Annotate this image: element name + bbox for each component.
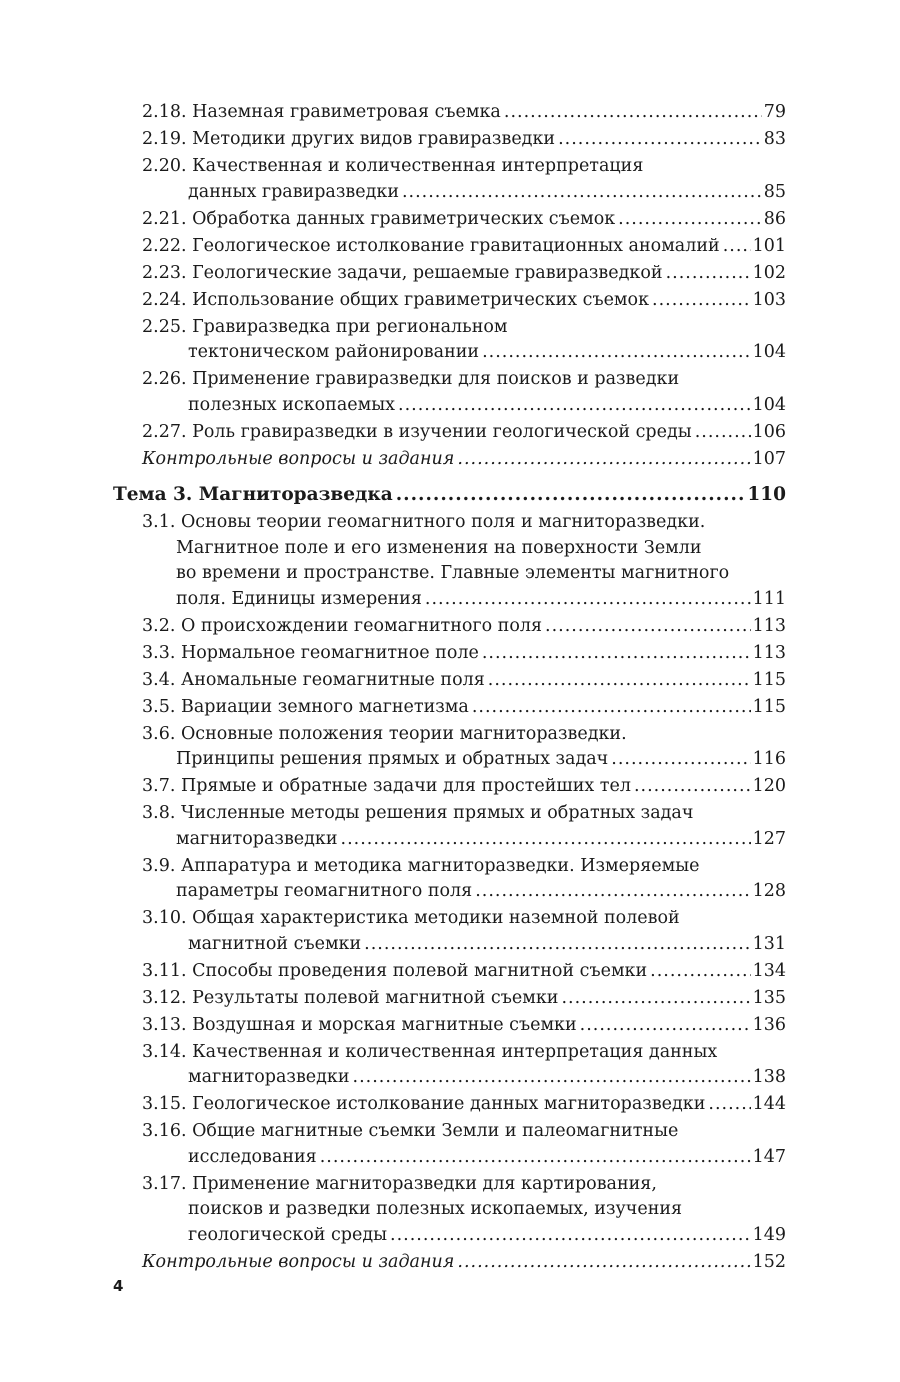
toc-entry-title-line: 3.15. Геологическое истолкование данных магниторазведки xyxy=(142,1094,706,1114)
toc-entry[interactable] xyxy=(142,986,786,1012)
toc-page-number: 131 xyxy=(752,933,786,954)
toc-entry-title-line: 2.24. Использование общих гравиметрических съемок xyxy=(142,289,650,310)
toc-entry[interactable] xyxy=(142,100,786,126)
toc-page-number: 128 xyxy=(752,881,786,901)
toc-entry-last-line xyxy=(142,1065,786,1091)
toc-entry-last-line xyxy=(142,932,786,958)
toc-page-number: 104 xyxy=(752,342,786,362)
table-of-contents xyxy=(113,100,786,1275)
dot-leader xyxy=(425,587,751,613)
toc-page-number: 86 xyxy=(763,208,786,229)
toc-page-number: 107 xyxy=(752,448,786,469)
toc-page-number: 85 xyxy=(763,181,786,202)
toc-entry-title-line: Принципы решения прямых и обратных задач xyxy=(176,749,609,769)
toc-entry-last-line xyxy=(142,614,786,640)
toc-page-number: 149 xyxy=(752,1224,786,1245)
toc-entry-last-line xyxy=(142,447,786,473)
toc-entry[interactable] xyxy=(142,207,786,233)
toc-entry-title-line: 3.11. Способы проведения полевой магнитной съемки xyxy=(142,960,648,981)
dot-leader xyxy=(618,207,762,233)
dot-leader xyxy=(504,100,762,126)
toc-page-number: 110 xyxy=(747,484,786,505)
toc-entry[interactable] xyxy=(142,510,786,612)
toc-page-number: 113 xyxy=(752,642,786,663)
toc-entry-title-line: поисков и разведки полезных ископаемых, изучения xyxy=(188,1199,683,1219)
dot-leader xyxy=(558,127,762,153)
toc-page-number: 127 xyxy=(752,828,786,849)
dot-leader xyxy=(482,340,751,366)
dot-leader xyxy=(396,483,746,507)
dot-leader xyxy=(341,827,751,853)
toc-entry-title-line: 3.17. Применение магниторазведки для картирования, xyxy=(142,1173,657,1194)
toc-entry[interactable] xyxy=(142,234,786,260)
toc-entry-last-line xyxy=(142,959,786,985)
toc-entry-title-line: 3.1. Основы теории геомагнитного поля и магниторазведки. xyxy=(142,512,706,532)
dot-leader xyxy=(353,1065,751,1091)
toc-page-number: 79 xyxy=(763,102,786,122)
toc-entry-title-line: 3.16. Общие магнитные съемки Земли и палеомагнитные xyxy=(142,1121,679,1141)
toc-page-number: 136 xyxy=(752,1014,786,1035)
toc-entry-title-line: 3.14. Качественная и количественная интерпретация данных xyxy=(142,1041,718,1062)
toc-entry-last-line xyxy=(142,668,786,694)
toc-entry-last-line xyxy=(142,180,786,206)
toc-page-number: 101 xyxy=(752,235,786,256)
toc-entry-last-line xyxy=(142,1145,786,1171)
toc-entry[interactable] xyxy=(142,1092,786,1118)
toc-entry-last-line xyxy=(142,587,786,613)
toc-entry-title-line: геологической среды xyxy=(188,1224,388,1245)
toc-page-number: 147 xyxy=(752,1146,786,1167)
toc-entry-last-line xyxy=(142,207,786,233)
toc-entry[interactable] xyxy=(142,127,786,153)
toc-page-number: 102 xyxy=(752,262,786,283)
dot-leader xyxy=(695,420,751,446)
toc-page-number: 104 xyxy=(752,394,786,415)
dot-leader xyxy=(457,447,750,473)
toc-entry[interactable] xyxy=(142,288,786,314)
toc-page-number: 134 xyxy=(752,960,786,981)
dot-leader xyxy=(611,747,750,773)
toc-entry-last-line xyxy=(142,261,786,287)
toc-entry-title-line: во времени и пространстве. Главные элементы магнитного xyxy=(176,563,730,583)
toc-page-number: 111 xyxy=(752,588,786,609)
toc-entry-title-line: магниторазведки xyxy=(188,1067,350,1087)
toc-page-number: 83 xyxy=(763,129,786,149)
toc-entry-last-line xyxy=(113,483,786,507)
toc-entry-title-line: Магнитное поле и его изменения на поверхности Земли xyxy=(176,537,702,558)
toc-entry-title-line: 3.8. Численные методы решения прямых и обратных задач xyxy=(142,803,694,823)
toc-entry-title-line: 2.20. Качественная и количественная интерпретация xyxy=(142,156,644,176)
dot-leader xyxy=(652,288,751,314)
toc-entry-last-line xyxy=(142,695,786,721)
toc-entry-last-line xyxy=(142,1013,786,1039)
dot-leader xyxy=(482,641,751,667)
toc-entry-title-line: 2.25. Гравиразведка при региональном xyxy=(142,316,508,337)
toc-entry[interactable] xyxy=(142,420,786,446)
dot-leader xyxy=(472,695,751,721)
dot-leader xyxy=(580,1013,751,1039)
dot-leader xyxy=(650,959,750,985)
toc-entry-title-line: Контрольные вопросы и задания xyxy=(142,448,455,469)
toc-entry[interactable] xyxy=(142,154,786,205)
toc-page-number: 144 xyxy=(752,1094,786,1114)
dot-leader xyxy=(561,986,750,1012)
toc-review-questions-entry[interactable] xyxy=(142,1250,786,1276)
dot-leader xyxy=(402,180,762,206)
toc-entry[interactable] xyxy=(142,367,786,418)
dot-leader xyxy=(545,614,751,640)
toc-entry-title-line: 3.5. Вариации земного магнетизма xyxy=(142,696,469,717)
toc-entry-title-line: Контрольные вопросы и задания xyxy=(142,1251,455,1272)
toc-entry-last-line xyxy=(142,1250,786,1276)
toc-entry-last-line xyxy=(142,234,786,260)
toc-page-number: 138 xyxy=(752,1067,786,1087)
toc-entry-title-line: 3.7. Прямые и обратные задачи для простейших тел xyxy=(142,776,631,796)
toc-entry[interactable] xyxy=(142,1013,786,1039)
toc-entry-title-line: 3.4. Аномальные геомагнитные поля xyxy=(142,669,485,690)
toc-entry-last-line xyxy=(142,827,786,853)
toc-entry-last-line xyxy=(142,774,786,800)
toc-entry-title-line: 2.27. Роль гравиразведки в изучении геологической среды xyxy=(142,421,692,442)
dot-leader xyxy=(723,234,751,260)
toc-chapter-heading[interactable] xyxy=(113,483,786,507)
toc-page-number: 120 xyxy=(752,776,786,796)
toc-entry-title-line: 3.2. О происхождении геомагнитного поля xyxy=(142,615,543,636)
dot-leader xyxy=(457,1250,750,1276)
toc-review-questions-entry[interactable] xyxy=(142,447,786,473)
toc-entry-last-line xyxy=(142,1223,786,1249)
toc-entry[interactable] xyxy=(142,801,786,852)
toc-entry[interactable] xyxy=(142,906,786,957)
toc-entry-last-line xyxy=(142,641,786,667)
toc-page-number: 116 xyxy=(752,749,786,769)
toc-entry[interactable] xyxy=(142,668,786,694)
toc-entry-title-line: полезных ископаемых xyxy=(188,394,396,415)
toc-entry-last-line xyxy=(142,420,786,446)
toc-entry-title-line: тектоническом районировании xyxy=(188,342,480,362)
toc-entry[interactable] xyxy=(142,722,786,773)
dot-leader xyxy=(475,879,750,905)
toc-entry-title-line: 2.22. Геологическое истолкование гравитационных аномалий xyxy=(142,235,720,256)
toc-entry[interactable] xyxy=(142,1172,786,1249)
toc-entry-last-line xyxy=(142,879,786,905)
toc-page-number: 103 xyxy=(752,289,786,310)
toc-entry-title-line: 3.13. Воздушная и морская магнитные съемки xyxy=(142,1014,577,1035)
toc-entry-last-line xyxy=(142,393,786,419)
toc-entry[interactable] xyxy=(142,1119,786,1170)
dot-leader xyxy=(320,1145,751,1171)
dot-leader xyxy=(708,1092,750,1118)
dot-leader xyxy=(364,932,750,958)
dot-leader xyxy=(398,393,751,419)
toc-entry-title-line: исследования xyxy=(188,1146,317,1167)
toc-entry-title-line: 3.10. Общая характеристика методики наземной полевой xyxy=(142,908,680,928)
toc-page-number: 106 xyxy=(752,421,786,442)
toc-entry-title-line: 3.12. Результаты полевой магнитной съемки xyxy=(142,987,559,1008)
toc-entry-last-line xyxy=(142,100,786,126)
toc-entry[interactable] xyxy=(142,695,786,721)
toc-entry-title-line: 2.19. Методики других видов гравиразведки xyxy=(142,129,556,149)
toc-entry-last-line xyxy=(142,127,786,153)
toc-entry-last-line xyxy=(142,340,786,366)
toc-page-number: 115 xyxy=(752,669,786,690)
toc-entry-title-line: 3.9. Аппаратура и методика магниторазведки. Измеряемые xyxy=(142,855,700,876)
page-number: 4 xyxy=(113,1277,124,1295)
dot-leader xyxy=(666,261,751,287)
toc-entry-title-line: 3.3. Нормальное геомагнитное поле xyxy=(142,642,479,663)
toc-entry-last-line xyxy=(142,747,786,773)
dot-leader xyxy=(488,668,751,694)
toc-entry[interactable] xyxy=(142,1040,786,1091)
toc-entry-title-line: 2.23. Геологические задачи, решаемые гравиразведкой xyxy=(142,262,663,283)
toc-entry-title-line: параметры геомагнитного поля xyxy=(176,881,473,901)
toc-entry-last-line xyxy=(142,986,786,1012)
toc-entry-title-line: 2.21. Обработка данных гравиметрических съемок xyxy=(142,208,616,229)
toc-entry[interactable] xyxy=(142,315,786,366)
toc-entry[interactable] xyxy=(142,614,786,640)
toc-entry-title-line: магнитной съемки xyxy=(188,933,362,954)
toc-page-number: 113 xyxy=(752,615,786,636)
toc-page-number: 135 xyxy=(752,987,786,1008)
toc-page-number: 115 xyxy=(752,696,786,717)
toc-entry-title-line: 3.6. Основные положения теории магниторазведки. xyxy=(142,723,627,744)
toc-entry-title-line: магниторазведки xyxy=(176,828,338,849)
toc-entry[interactable] xyxy=(142,261,786,287)
toc-entry-title-line: поля. Единицы измерения xyxy=(176,588,422,609)
toc-entry[interactable] xyxy=(142,854,786,905)
toc-entry-title-line: 2.26. Применение гравиразведки для поисков и разведки xyxy=(142,369,680,389)
toc-entry-last-line xyxy=(142,1092,786,1118)
toc-entry-last-line xyxy=(142,288,786,314)
toc-entry-title-line: данных гравиразведки xyxy=(188,181,399,202)
dot-leader xyxy=(390,1223,751,1249)
dot-leader xyxy=(634,774,751,800)
toc-entry[interactable] xyxy=(142,959,786,985)
toc-entry-title-line: 2.18. Наземная гравиметровая съемка xyxy=(142,102,501,122)
toc-entry[interactable] xyxy=(142,641,786,667)
toc-entry-title-line: Тема 3. Магниторазведка xyxy=(113,484,393,505)
toc-page-number: 152 xyxy=(752,1251,786,1272)
toc-entry[interactable] xyxy=(142,774,786,800)
